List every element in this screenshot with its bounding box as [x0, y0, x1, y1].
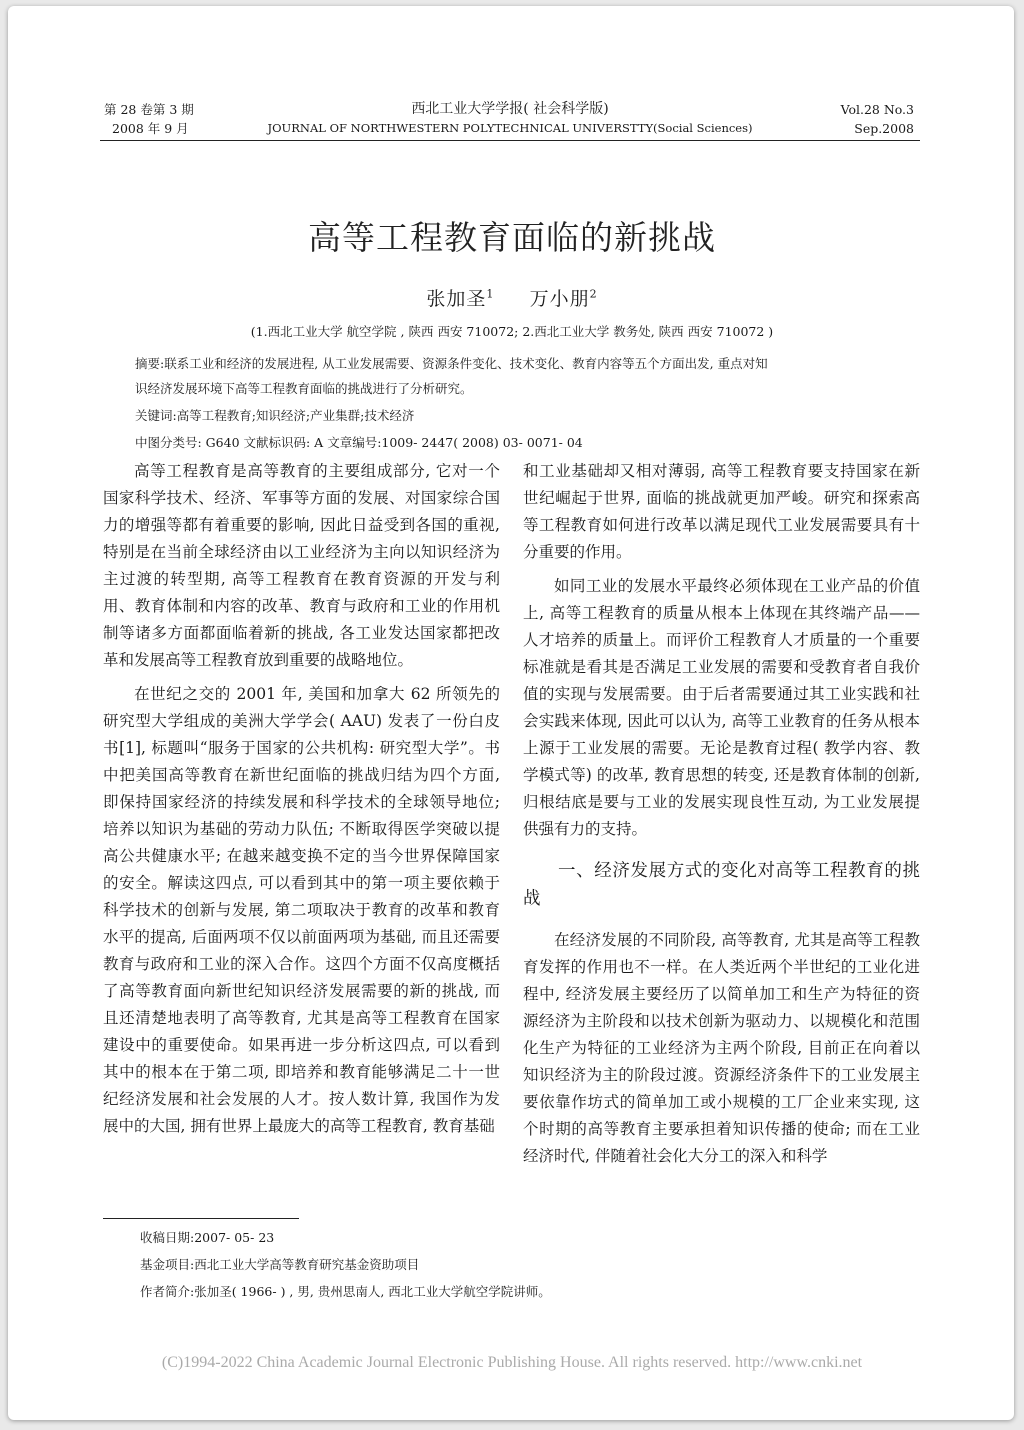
- running-header: [100, 100, 920, 144]
- footnote-fund: 基金项目:西北工业大学高等教育研究基金资助项目: [140, 1257, 420, 1272]
- footnote-author-bio: 作者简介:张加圣( 1966- ) , 男, 贵州思南人, 西北工业大学航空学院讲师。: [140, 1284, 551, 1299]
- footnote-received: 收稿日期:2007- 05- 23: [140, 1230, 275, 1245]
- paragraph: 和工业基础却又相对薄弱, 高等工程教育要支持国家在新世纪崛起于世界, 面临的挑战就更加严峻。研究和探索高等工程教育如何进行改革以满足现代工业发展需要具有十分重要的作用。: [523, 462, 920, 561]
- abstract-line-1: 摘要:联系工业和经济的发展进程, 从工业发展需要、资源条件变化、技术变化、教育内容等五个方面出发, 重点对知: [135, 356, 768, 371]
- author-1: 张加圣: [426, 288, 487, 310]
- body-column-left: [103, 458, 500, 1147]
- footnote-rule: [103, 1218, 299, 1219]
- paragraph: 在世纪之交的 2001 年, 美国和加拿大 62 所领先的研究型大学组成的美洲大学学会( AAU) 发表了一份白皮书[1], 标题叫“服务于国家的公共机构: 研究型大学”。书中把美国高等教育在新世纪面临的挑战归结为四个方面, 即保持国家经济的持续发展和科学技术的全球领导地位; 培养以知识为基础的劳动力队伍; 不断取得医学突破以提高公共健康水平; 在越来越变换不定的当今世界保障国家的安全。解读这四点, 可以看到其中的第一项主要依赖于科学技术的创新与发展, 第二项取决于教育的改革和教育水平的提高, 后面两项不仅以前面两项为基础, 而且还需要教育与政府和工业的深入合作。这四个方面不仅高度概括了高等教育面向新世纪知识经济发展需要的新的挑战, 而且还清楚地表明了高等教育, 尤其是高等工程教育在国家建设中的重要使命。如果再进一步分析这四点, 可以看到其中的根本在于第二项, 即培养和教育能够满足二十一世纪经济发展和社会发展的人才。按人数计算, 我国作为发展中的大国, 拥有世界上最庞大的高等工程教育, 教育基础: [103, 685, 500, 1135]
- paragraph: 高等工程教育是高等教育的主要组成部分, 它对一个国家科学技术、经济、军事等方面的发展、对国家综合国力的增强等都有着重要的影响, 因此日益受到各国的重视, 特别是在当前全球经济由以工业经济为主向以知识经济为主过渡的转型期, 高等工程教育在教育资源的开发与利用、教育体制和内容的改革、教育与政府和工业的作用机制等诸多方面都面临着新的挑战, 各工业发达国家都把改革和发展高等工程教育放到重要的战略地位。: [103, 462, 500, 669]
- journal-name-cn: 西北工业大学学报( 社会科学版): [411, 101, 609, 117]
- affiliation: (1.西北工业大学 航空学院 , 陕西 西安 710072; 2.西北工业大学 教务处, 陕西 西安 710072 ): [250, 324, 774, 339]
- date-cn: 2008 年 9 月: [112, 121, 189, 136]
- author-2-affil-marker: 2: [589, 287, 598, 301]
- header-right: [841, 100, 914, 138]
- paragraph: 如同工业的发展水平最终必须体现在工业产品的价值上, 高等工程教育的质量从根本上体现在其终端产品——人才培养的质量上。而评价工程教育人才质量的一个重要标准就是看其是否满足工业发展的需要和受教育者自我价值的实现与发展需要。由于后者需要通过其工业实践和社会实践来体现, 因此可以认为, 高等工业教育的任务从根本上源于工业发展的需要。无论是教育过程( 教学内容、教学模式等) 的改革, 教育思想的转变, 还是教育体制的创新, 归根结底是要与工业的发展实现良性互动, 为工业发展提供强有力的支持。: [523, 577, 920, 838]
- author-2: 万小朋: [529, 288, 590, 310]
- section-heading: 一、经济发展方式的变化对高等工程教育的挑战: [523, 861, 920, 909]
- volume-issue-cn: 第 28 卷第 3 期: [104, 102, 194, 117]
- author-line: [0, 284, 1024, 311]
- date-en: Sep.2008: [854, 121, 914, 136]
- header-rule: [100, 140, 920, 141]
- volume-issue-en: Vol.28 No.3: [840, 102, 914, 117]
- journal-name-en: JOURNAL OF NORTHWESTERN POLYTECHNICAL UNIVERSTTY(Social Sciences): [267, 121, 753, 135]
- paragraph: 在经济发展的不同阶段, 高等教育, 尤其是高等工程教育发挥的作用也不一样。在人类近两个半世纪的工业化进程中, 经济发展主要经历了以简单加工和生产为特征的资源经济为主阶段和以技术创新为驱动力、以规模化和范围化生产为特征的工业经济为主两个阶段, 目前正在向着以知识经济为主的阶段过渡。资源经济条件下的工业发展主要依靠作坊式的简单加工或小规模的工厂企业来实现, 这个时期的高等教育主要承担着知识传播的使命; 而在工业经济时代, 伴随着社会化大分工的深入和科学: [523, 931, 920, 1165]
- article-title: 高等工程教育面临的新挑战: [308, 218, 716, 257]
- classification-line: 中图分类号: G640 文献标识码: A 文章编号:1009- 2447( 2008) 03- 0071- 04: [135, 435, 583, 450]
- header-center: [100, 100, 920, 138]
- author-1-affil-marker: 1: [486, 287, 495, 301]
- body-column-right: [523, 458, 920, 1177]
- keywords: 关键词:高等工程教育;知识经济;产业集群;技术经济: [135, 408, 415, 423]
- abstract-line-2: 识经济发展环境下高等工程教育面临的挑战进行了分析研究。: [135, 381, 473, 396]
- copyright-watermark: (C)1994-2022 China Academic Journal Electronic Publishing House. All rights reserved. http://www.cnki.net: [161, 1354, 863, 1371]
